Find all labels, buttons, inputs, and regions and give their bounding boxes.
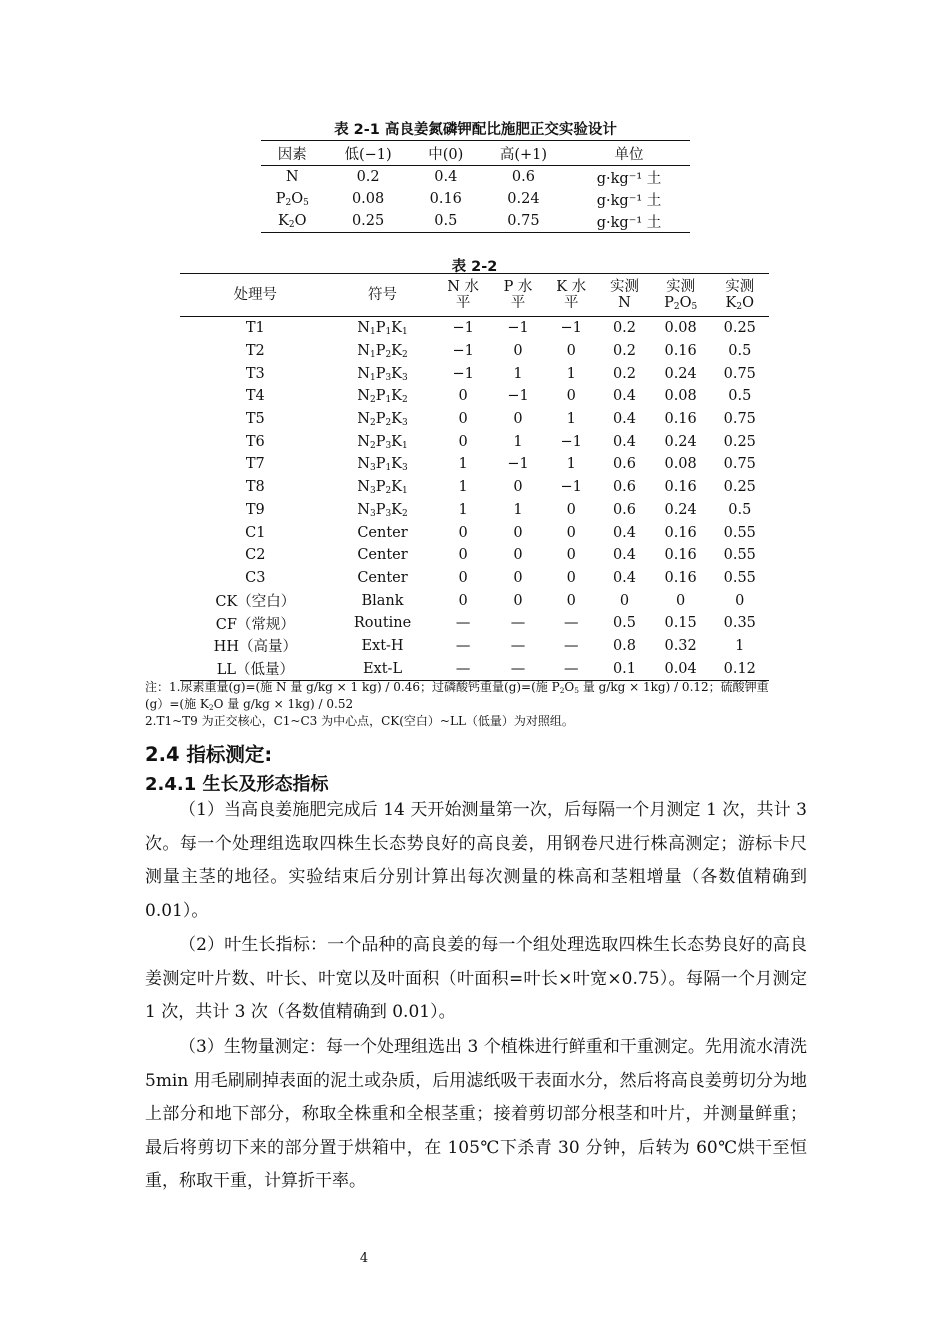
table2-cell-p: 0: [513, 524, 523, 541]
table2-cell-mk: 0.55: [723, 569, 756, 586]
table2-cell-n: −1: [452, 320, 474, 337]
table2-cell-mn: 0.2: [612, 343, 637, 360]
table2-cell-mp: 0.08: [664, 456, 697, 473]
table2-cell-mk: 0.25: [723, 479, 756, 496]
table2-cell-k: 0: [566, 501, 576, 518]
treatment-id: C1: [245, 524, 266, 541]
table-row: [180, 453, 769, 476]
treatment-id: T2: [245, 343, 265, 360]
table2-cell-n: 0: [458, 592, 468, 609]
table2-cell-n: −1: [452, 343, 474, 360]
table2-cell-k: —: [563, 637, 579, 654]
table2-cell-p: −1: [507, 320, 529, 337]
treatment-id: T8: [245, 479, 265, 496]
table1-cell: 0.6: [511, 169, 535, 185]
table2-cell-p: 0: [513, 411, 523, 428]
table1-header-row: [261, 141, 690, 166]
table-note: [145, 679, 805, 730]
table2-cell-k: 1: [566, 456, 576, 473]
table2-cell-mp: 0.08: [664, 320, 697, 337]
table2-cell-k: 1: [566, 411, 576, 428]
table2-header-cell: 处理号: [180, 274, 331, 317]
table1-cell: 0.4: [434, 169, 458, 185]
table1-cell: 0.08: [351, 191, 385, 207]
table-2-2: [180, 273, 769, 681]
treatment-symbol: $N_3P_2K_1$: [357, 479, 408, 497]
table-row: [261, 166, 690, 189]
table2-header-cell: 实测 $K_2O$: [711, 274, 769, 317]
table1-header-cell: 单位: [568, 141, 690, 166]
table1-header-cell: 中(0): [413, 141, 479, 166]
table2-cell-mn: 0.8: [612, 637, 637, 654]
table2-cell-n: —: [455, 660, 471, 677]
table1-header-cell: 因素: [261, 141, 324, 166]
table1-cell: g·kg⁻¹ 土: [596, 192, 662, 209]
table2-cell-mk: 0.5: [728, 343, 752, 360]
table-row: [180, 340, 769, 363]
table-row: [180, 657, 769, 680]
table2-cell-mp: 0.16: [664, 411, 697, 428]
table2-cell-mp: 0.16: [664, 569, 697, 586]
table2-cell-mp: 0.32: [664, 637, 697, 654]
table-row: [180, 362, 769, 385]
table1-caption: 表 2-1 高良姜氮磷钾配比施肥正交实验设计: [334, 122, 617, 138]
paragraph-1: （1）当高良姜施肥完成后 14 天开始测量第一次，后每隔一个月测定 1 次，共计 3 次。每一个处理组选取四株生长态势良好的高良姜，用钢卷尺进行株高测定；游标卡尺测量主茎的地径。实验结束后分别计算出每次测量的株高和茎粗增量（各数值精确到 0.01）。: [145, 800, 807, 921]
table-2-1: [261, 140, 690, 233]
table2-cell-p: 1: [513, 365, 523, 382]
table2-cell-p: −1: [507, 388, 529, 405]
table1-cell: 0.75: [507, 213, 540, 229]
table2-cell-mn: 0.1: [612, 660, 637, 677]
table1-cell: 0.5: [434, 213, 458, 229]
table2-cell-k: 0: [566, 547, 576, 564]
treatment-id: HH（高量）: [213, 639, 297, 656]
table-row: [180, 635, 769, 658]
table2-cell-p: 0: [513, 592, 523, 609]
treatment-id: LL（低量）: [216, 662, 294, 679]
treatment-symbol: Blank: [361, 592, 404, 609]
table-row: [261, 210, 690, 233]
table2-cell-mp: 0.16: [664, 479, 697, 496]
treatment-id: T6: [245, 433, 265, 450]
table2-header-cell: P 水 平: [492, 274, 544, 317]
table2-cell-k: −1: [560, 433, 582, 450]
table2-cell-mp: 0.16: [664, 343, 697, 360]
table2-cell-mk: 1: [735, 637, 745, 654]
table-row: [180, 589, 769, 612]
table2-cell-n: 0: [458, 547, 468, 564]
table1-cell: g·kg⁻¹ 土: [596, 214, 662, 231]
table2-cell-mk: 0.12: [723, 660, 756, 677]
table2-header-cell: 实测 N: [598, 274, 650, 317]
table2-cell-k: —: [563, 615, 579, 632]
table2-cell-mk: 0.5: [728, 388, 752, 405]
page-number: 4: [359, 1251, 369, 1266]
table1-cell: 0.2: [356, 169, 380, 185]
table2-header-cell: N 水 平: [434, 274, 492, 317]
table1-cell: 0.24: [507, 191, 540, 207]
table2-cell-k: —: [563, 660, 579, 677]
table1-cell: N: [285, 169, 299, 185]
note-line-3: 2.T1~T9 为正交核心，C1~C3 为中心点，CK(空白）~LL（低量）为对照组。: [145, 714, 574, 728]
table2-cell-n: —: [455, 637, 471, 654]
table2-cell-k: −1: [560, 320, 582, 337]
table2-cell-mn: 0.5: [612, 615, 637, 632]
table2-cell-mp: 0.08: [664, 388, 697, 405]
treatment-symbol: Ext-L: [362, 660, 403, 677]
note-line-1: 注：1.尿素重量(g)=(施 N 量 g/kg × 1 kg) / 0.46；过磷酸钙重量(g)=(施 $P_2O_5$ 量 g/kg × 1kg) / 0.12；硫酸钾重: [145, 680, 769, 695]
treatment-id: C3: [245, 569, 266, 586]
table2-cell-mn: 0: [619, 592, 630, 609]
table2-cell-p: 0: [513, 479, 523, 496]
table2-cell-n: —: [455, 615, 471, 632]
table2-cell-k: 0: [566, 569, 576, 586]
table-row: [261, 188, 690, 210]
table2-cell-n: 0: [458, 569, 468, 586]
table2-cell-k: 0: [566, 343, 576, 360]
table2-cell-p: −1: [507, 456, 529, 473]
table2-cell-mk: 0.55: [723, 547, 756, 564]
table2-cell-n: 1: [458, 501, 468, 518]
treatment-symbol: $N_1P_2K_2$: [357, 343, 408, 361]
table2-header-cell: 符号: [331, 274, 435, 317]
table1-cell: $P_2O_5$: [275, 191, 309, 209]
table2-cell-p: —: [510, 637, 526, 654]
treatment-symbol: $N_1P_3K_3$: [357, 365, 408, 383]
treatment-id: T1: [245, 320, 265, 337]
treatment-symbol: Center: [357, 547, 408, 564]
treatment-id: C2: [245, 547, 266, 564]
table2-cell-mp: 0.15: [664, 615, 697, 632]
table2-cell-mn: 0.6: [612, 456, 637, 473]
table2-cell-p: 0: [513, 547, 523, 564]
treatment-symbol: $N_2P_3K_1$: [357, 433, 408, 452]
table-row: [180, 544, 769, 567]
table2-cell-mn: 0.6: [612, 501, 637, 518]
note-line-2: (g）=(施 $K_2O$ 量 g/kg × 1kg) / 0.52: [145, 697, 354, 712]
table2-cell-mk: 0.35: [723, 615, 756, 632]
table2-cell-mp: 0.16: [664, 547, 697, 564]
treatment-id: CK（空白）: [215, 594, 296, 611]
table2-cell-p: 1: [513, 433, 523, 450]
table2-cell-mk: 0.25: [723, 433, 756, 450]
table2-cell-p: —: [510, 660, 526, 677]
table2-cell-k: 0: [566, 592, 576, 609]
table2-body: [180, 317, 769, 681]
table2-cell-mn: 0.4: [612, 388, 637, 405]
table2-cell-mn: 0.6: [612, 479, 637, 496]
table2-cell-mp: 0: [676, 592, 686, 609]
table2-cell-mk: 0.25: [723, 320, 756, 337]
treatment-id: T7: [245, 456, 265, 473]
table2-cell-k: 0: [566, 524, 576, 541]
table2-header-row: [180, 274, 769, 317]
table2-cell-k: 0: [566, 388, 576, 405]
treatment-symbol: $N_2P_1K_2$: [357, 388, 408, 406]
table2-cell-p: 0: [513, 569, 523, 586]
table-row: [180, 612, 769, 635]
table-row: [180, 499, 769, 522]
table2-cell-k: 1: [566, 365, 576, 382]
treatment-symbol: Center: [357, 569, 408, 586]
table2-cell-n: 0: [458, 388, 468, 405]
table2-cell-mn: 0.4: [612, 569, 637, 586]
table2-cell-mn: 0.2: [612, 365, 637, 382]
table-row: [180, 408, 769, 431]
table-row: [180, 430, 769, 453]
table2-cell-mk: 0.75: [723, 365, 756, 382]
table2-cell-p: 1: [513, 501, 523, 518]
table2-cell-mk: 0: [735, 592, 745, 609]
table1-cell: $K_2O$: [278, 213, 307, 231]
treatment-id: CF（常规）: [215, 616, 295, 633]
table2-cell-mn: 0.2: [612, 320, 637, 337]
table-row: [180, 521, 769, 544]
table1-cell: g·kg⁻¹ 土: [596, 170, 662, 187]
table2-cell-n: −1: [452, 365, 474, 382]
treatment-id: T9: [245, 501, 265, 518]
treatment-symbol: $N_1P_1K_1$: [357, 320, 408, 338]
table2-cell-mk: 0.75: [723, 456, 756, 473]
treatment-id: T5: [245, 411, 265, 428]
treatment-symbol: $N_3P_1K_3$: [357, 456, 408, 474]
table2-cell-mp: 0.24: [664, 365, 697, 382]
table1-header-cell: 低(−1): [324, 141, 413, 166]
table-row: [180, 567, 769, 590]
table1-header-cell: 高(+1): [479, 141, 568, 166]
treatment-symbol: Center: [357, 524, 408, 541]
table1-cell: 0.16: [429, 191, 462, 207]
table2-cell-mp: 0.24: [664, 433, 697, 450]
table2-cell-mk: 0.75: [723, 411, 756, 428]
table2-cell-n: 0: [458, 524, 468, 541]
table2-cell-mk: 0.55: [723, 524, 756, 541]
table1-cell: 0.25: [351, 213, 385, 229]
section-heading: 2.4 指标测定:: [145, 743, 273, 766]
table2-cell-mp: 0.16: [664, 524, 697, 541]
treatment-symbol: Ext-H: [361, 637, 404, 654]
paragraph-3: （3）生物量测定：每一个处理组选出 3 个植株进行鲜重和干重测定。先用流水清洗 5min 用毛刷刷掉表面的泥土或杂质，后用滤纸吸干表面水分，然后将高良姜剪切分为地上部分和地下部分，称取全株重和全根茎重；接着剪切部分根茎和叶片，并测量鲜重；最后将剪切下来的部分置于烘箱中，在 105℃下杀青 30 分钟，后转为 60℃烘干至恒重，称取干重，计算折干率。: [145, 1037, 807, 1191]
table2-cell-n: 1: [458, 479, 468, 496]
table2-cell-mk: 0.5: [728, 501, 752, 518]
table1-body: [261, 166, 690, 233]
table2-cell-n: 0: [458, 411, 468, 428]
table2-cell-mn: 0.4: [612, 433, 637, 450]
table2-header-cell: K 水 平: [544, 274, 598, 317]
table-row: [180, 317, 769, 340]
subsection-heading: 2.4.1 生长及形态指标: [145, 774, 329, 795]
table-row: [180, 385, 769, 408]
treatment-symbol: $N_3P_3K_2$: [357, 501, 408, 520]
treatment-symbol: Routine: [353, 615, 412, 632]
paragraph-2: （2）叶生长指标：一个品种的高良姜的每一个组处理选取四株生长态势良好的高良姜测定叶片数、叶长、叶宽以及叶面积（叶面积=叶长×叶宽×0.75）。每隔一个月测定 1 次，共计 3 次（各数值精确到 0.01）。: [145, 935, 807, 1022]
table-row: [180, 476, 769, 499]
treatment-symbol: $N_2P_2K_3$: [357, 411, 408, 429]
table2-cell-mp: 0.24: [664, 501, 697, 518]
table2-cell-n: 0: [458, 433, 468, 450]
table2-caption: 表 2-2: [451, 259, 498, 275]
table2-cell-mp: 0.04: [664, 660, 697, 677]
table2-cell-mn: 0.4: [612, 411, 637, 428]
table2-cell-n: 1: [458, 456, 468, 473]
table2-header-cell: 实测 $P_2O_5$: [651, 274, 711, 317]
table2-cell-p: 0: [513, 343, 523, 360]
treatment-id: T4: [245, 388, 265, 405]
treatment-id: T3: [245, 365, 265, 382]
table2-cell-mn: 0.4: [612, 524, 637, 541]
table2-cell-mn: 0.4: [612, 547, 637, 564]
table2-cell-p: —: [510, 615, 526, 632]
table2-cell-k: −1: [560, 479, 582, 496]
